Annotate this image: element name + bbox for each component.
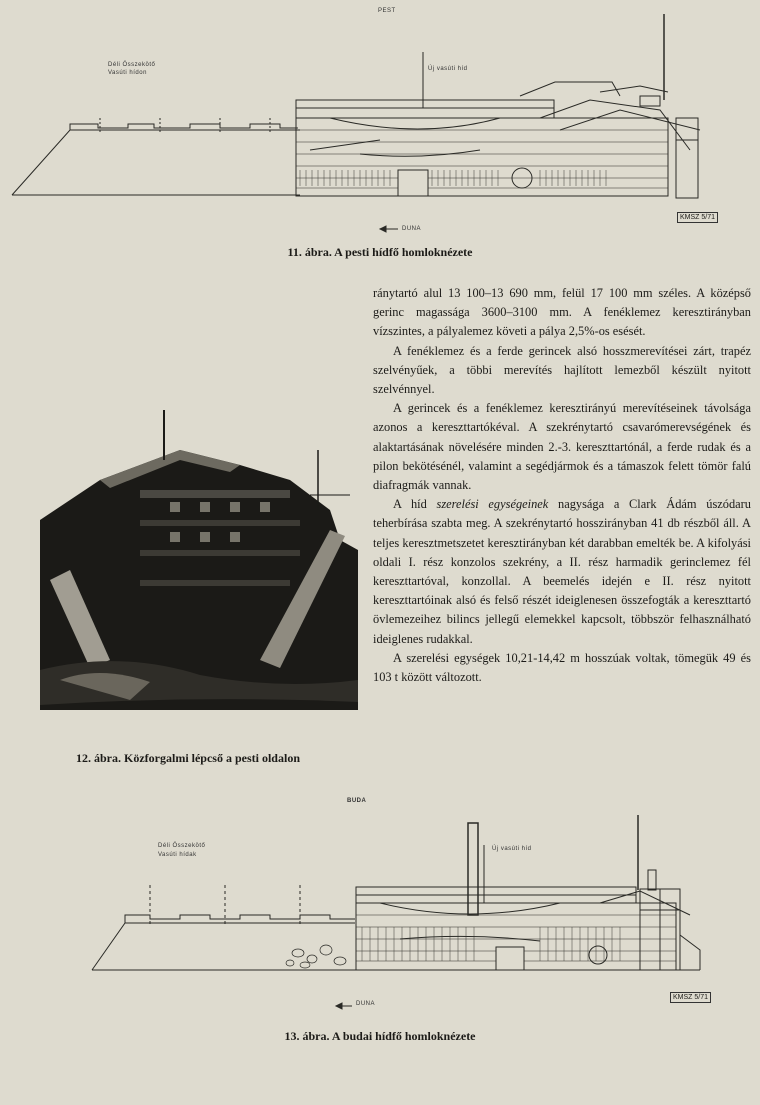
- fig13-left-bridge-label-1: Déli Összekötő: [158, 843, 206, 849]
- fig13-stamp: KMSZ 5/71: [670, 992, 711, 1003]
- fig13-caption: 13. ábra. A budai hídfő homloknézete: [284, 1029, 476, 1043]
- fig11-left-bridge-label-2: Vasúti hídon: [108, 70, 147, 76]
- paragraph-4: [373, 495, 751, 649]
- fig13-elevation-drawing: [0, 815, 760, 1015]
- fig11-right-bridge-label: Új vasúti híd: [428, 66, 468, 72]
- paragraph-5: A szerelési egységek 10,21-14,42 m hosszúak voltak, tömegük 49 és 103 t között változott.: [373, 650, 751, 685]
- fig11-top-label: PEST: [378, 8, 396, 14]
- fig11-elevation-drawing: [0, 0, 760, 240]
- fig13-river-label: DUNA: [356, 1001, 376, 1007]
- paragraph-4-start: A híd: [393, 497, 437, 512]
- fig11-caption: 11. ábra. A pesti hídfő homloknézete: [287, 245, 473, 259]
- fig13-top-label: BUDA: [347, 798, 367, 804]
- fig13-right-bridge-label: Új vasúti híd: [492, 846, 532, 852]
- fig11-river-label: DUNA: [402, 226, 422, 232]
- paragraph-3: A gerincek és a fenéklemez keresztirányú merevítéseinek távolsága azonos a kereszttartókéval. A szekrénytartó csavarómerevségének és alaktartásának növelésére minden 2.-3. kereszttartónál, a ferde rudak és a pilon bekötésénél, valamint a segédjármok és a támaszok felett tömör falú diafragmák vannak.: [373, 401, 751, 493]
- body-text-column: [373, 284, 751, 687]
- fig12-caption: 12. ábra. Közforgalmi lépcső a pesti oldalon: [76, 751, 300, 765]
- fig11-left-bridge-label-1: Déli Összekötő: [108, 62, 156, 68]
- paragraph-4-emphasis: szerelési egységeinek: [436, 497, 549, 512]
- paragraph-4-rest: nagysága a Clark Ádám úszódaru teherbírása szabta meg. A szekrénytartó hosszirányban 41 db részből áll. A teljes keresztmetszetet keresztirányban két darabban emelték be. A kifolyási oldali I. rész konzolos szekrény, a II. rész harmadik gerinclemez fél kereszttartóval, konzollal. A beemelés idején e II. rész nyitott kereszttartóinak alsó és felső részét ideiglenesen összefogták a kereszttartó övlemezeihez bilincs jellegű elemekkel kapcsolt, többször felhasználható ideiglenes rudakkal.: [373, 497, 751, 646]
- fig12-photo: [40, 410, 358, 725]
- paragraph-2: A fenéklemez és a ferde gerincek alsó hosszmerevítései zárt, trapéz szelvényűek, a többi merevítés hajlított lemezből készült nyitott szelvénnyel.: [373, 343, 751, 397]
- paragraph-1: ránytartó alul 13 100–13 690 mm, felül 17 100 mm széles. A középső gerinc magassága 3600–3100 mm. A fenéklemez keresztirányban vízszintes, a pályalemez követi a pálya 2,5%-os esését.: [373, 286, 751, 339]
- fig11-stamp: KMSZ 5/71: [677, 212, 718, 223]
- fig13-left-bridge-label-2: Vasúti hídak: [158, 852, 197, 858]
